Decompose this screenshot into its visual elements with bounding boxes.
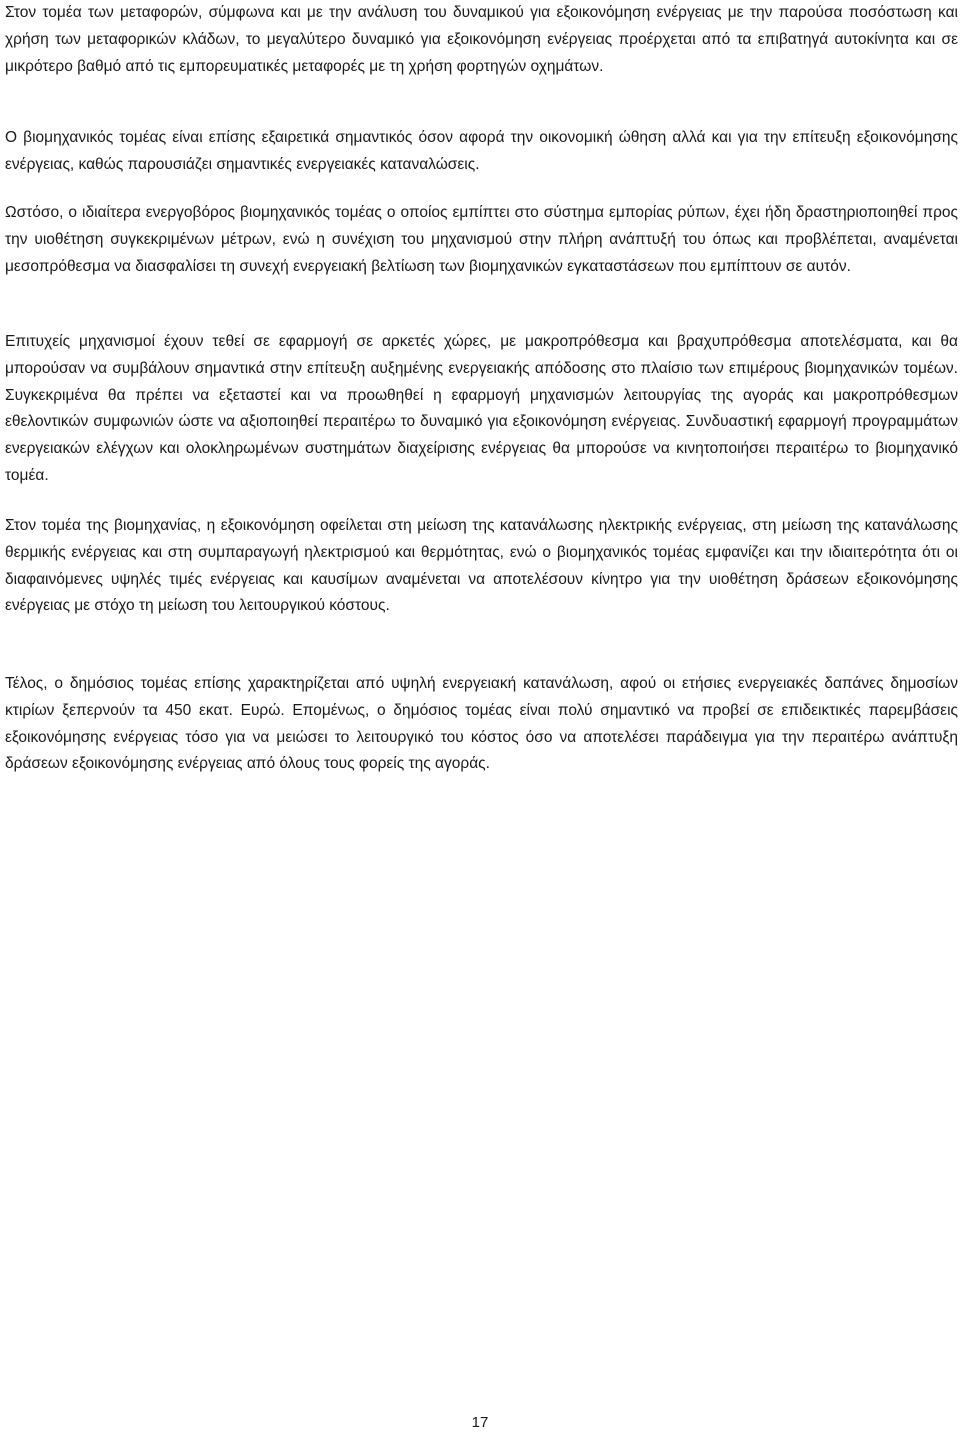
- paragraph-industrial-sector: Ο βιομηχανικός τομέας είναι επίσης εξαιρετικά σημαντικός όσον αφορά την οικονομική ώθηση αλλά και για την επίτευξη εξοικονόμησης ενέργειας, καθώς παρουσιάζει σημαντικές ενεργειακές καταναλώσεις.: [5, 129, 958, 173]
- page-number: 17: [471, 1414, 489, 1431]
- paragraph-emissions-trading: Ωστόσο, ο ιδιαίτερα ενεργοβόρος βιομηχανικός τομέας ο οποίος εμπίπτει στο σύστημα εμπορίας ρύπων, έχει ήδη δραστηριοποιηθεί προς την υιοθέτηση συγκεκριμένων μέτρων, ενώ η συνέχιση του μηχανισμού στην πλήρη ανάπτυξή του όπως και προβλέπεται, αναμένεται μεσοπρόθεσμα να διασφαλίσει τη συνεχή ενεργειακή βελτίωση των βιομηχανικών εγκαταστάσεων που εμπίπτουν σε αυτόν.: [5, 204, 958, 275]
- paragraph-public-sector: Τέλος, ο δημόσιος τομέας επίσης χαρακτηρίζεται από υψηλή ενεργειακή κατανάλωση, αφού οι ετήσιες ενεργειακές δαπάνες δημοσίων κτιρίων ξεπερνούν τα 450 εκατ. Ευρώ. Επομένως, ο δημόσιος τομέας είναι πολύ σημαντικό να προβεί σε επιδεικτικές παρεμβάσεις εξοικονόμησης ενέργειας τόσο για να μειώσει το λειτουργικό του κόστος όσο να αποτελέσει παράδειγμα για την περαιτέρω ανάπτυξη δράσεων εξοικονόμησης ενέργειας από όλους τους φορείς της αγοράς.: [5, 675, 958, 773]
- paragraph-transport-sector: Στον τομέα των μεταφορών, σύμφωνα και με την ανάλυση του δυναμικού για εξοικονόμηση ενέργειας με την παρούσα ποσόστωση και χρήση των μεταφορικών κλάδων, το μεγαλύτερο δυναμικό για εξοικονόμηση ενέργειας προέρχεται από τα επιβατηγά αυτοκίνητα και σε μικρότερο βαθμό από τις εμπορευματικές μεταφορές με τη χρήση φορτηγών οχημάτων.: [5, 4, 958, 75]
- paragraph-successful-mechanisms: Επιτυχείς μηχανισμοί έχουν τεθεί σε εφαρμογή σε αρκετές χώρες, με μακροπρόθεσμα και βραχυπρόθεσμα αποτελέσματα, και θα μπορούσαν να συμβάλουν σημαντικά στην επίτευξη αυξημένης ενεργειακής απόδοσης στο πλαίσιο των επιμέρους βιομηχανικών τομέων. Συγκεκριμένα θα πρέπει να εξεταστεί και να προωθηθεί η εφαρμογή μηχανισμών λειτουργίας της αγοράς και μακροπρόθεσμων εθελοντικών συμφωνιών ώστε να αξιοποιηθεί περαιτέρω το δυναμικό για εξοικονόμηση ενέργειας. Συνδυαστική εφαρμογή προγραμμάτων ενεργειακών ελέγχων και ολοκληρωμένων συστημάτων διαχείρισης ενέργειας θα μπορούσε να κινητοποιήσει περαιτέρω το βιομηχανικό τομέα.: [5, 333, 958, 484]
- paragraph-industry-savings: Στον τομέα της βιομηχανίας, η εξοικονόμηση οφείλεται στη μείωση της κατανάλωσης ηλεκτρικής ενέργειας, στη μείωση της κατανάλωσης θερμικής ενέργειας και στη συμπαραγωγή ηλεκτρισμού και θερμότητας, ενώ ο βιομηχανικός τομέας εμφανίζει και την ιδιαιτερότητα ότι οι διαφαινόμενες υψηλές τιμές ενέργειας και καυσίμων αναμένεται να αποτελέσουν κίνητρο για την υιοθέτηση δράσεων εξοικονόμησης ενέργειας με στόχο τη μείωση του λειτουργικού κόστους.: [5, 517, 958, 615]
